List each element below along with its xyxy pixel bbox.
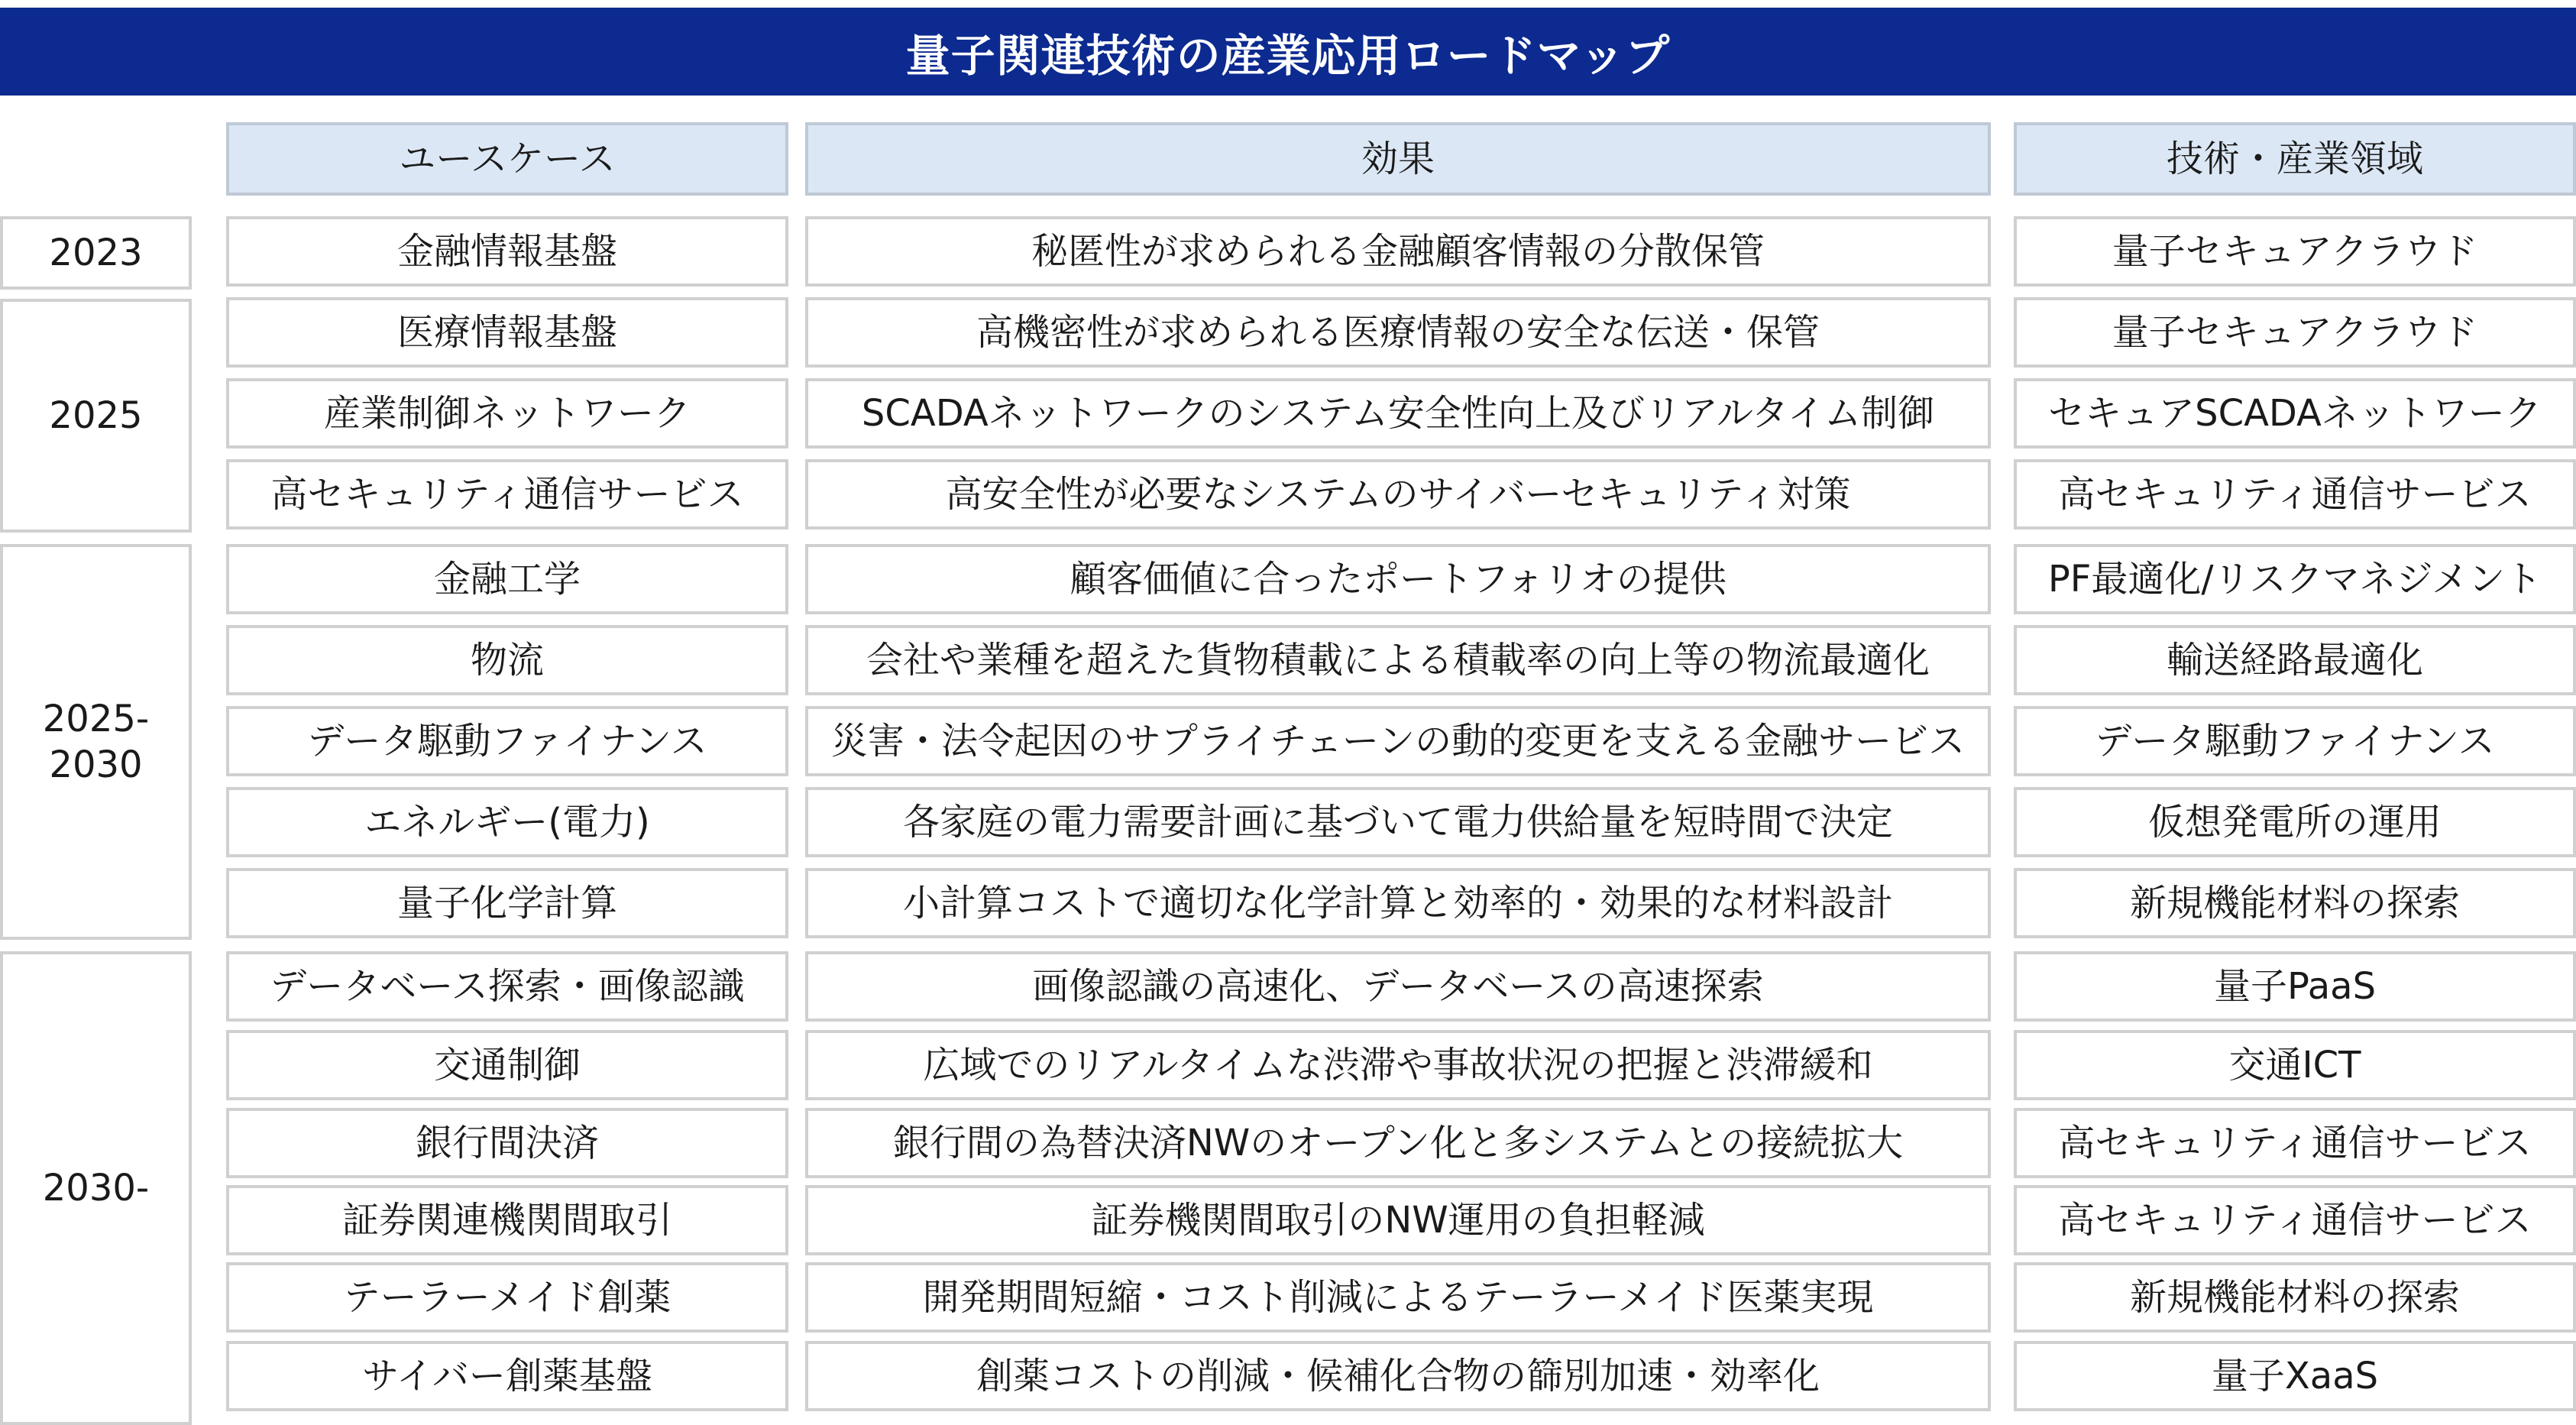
year-2030-onward: 2030- — [0, 951, 192, 1425]
year-2025: 2025 — [0, 299, 192, 533]
tech-domain-cell: 交通ICT — [2014, 1030, 2576, 1100]
effect-cell: 銀行間の為替決済NWのオープン化と多システムとの接続拡大 — [805, 1108, 1991, 1178]
tech-domain-cell: PF最適化/リスクマネジメント — [2014, 544, 2576, 614]
tech-domain-cell: 高セキュリティ通信サービス — [2014, 459, 2576, 530]
use-case-cell: 交通制御 — [226, 1030, 788, 1100]
tech-domain-cell: 新規機能材料の探索 — [2014, 1262, 2576, 1333]
effect-cell: 画像認識の高速化、データベースの高速探索 — [805, 951, 1991, 1022]
year-2023: 2023 — [0, 216, 192, 290]
tech-domain-cell: 量子セキュアクラウド — [2014, 297, 2576, 368]
use-case-cell: 銀行間決済 — [226, 1108, 788, 1178]
tech-domain-cell: 量子XaaS — [2014, 1341, 2576, 1411]
tech-domain-cell: 量子セキュアクラウド — [2014, 216, 2576, 287]
effect-cell: 災害・法令起因のサプライチェーンの動的変更を支える金融サービス — [805, 706, 1991, 776]
use-case-cell: データベース探索・画像認識 — [226, 951, 788, 1022]
use-case-cell: サイバー創薬基盤 — [226, 1341, 788, 1411]
effect-cell: 顧客価値に合ったポートフォリオの提供 — [805, 544, 1991, 614]
use-case-cell: 医療情報基盤 — [226, 297, 788, 368]
effect-cell: 証券機関間取引のNW運用の負担軽減 — [805, 1185, 1991, 1255]
use-case-cell: 産業制御ネットワーク — [226, 378, 788, 449]
use-case-cell: 証券関連機関間取引 — [226, 1185, 788, 1255]
use-case-cell: 高セキュリティ通信サービス — [226, 459, 788, 530]
effect-cell: 会社や業種を超えた貨物積載による積載率の向上等の物流最適化 — [805, 625, 1991, 695]
use-case-cell: 金融工学 — [226, 544, 788, 614]
tech-domain-cell: 高セキュリティ通信サービス — [2014, 1185, 2576, 1255]
effect-cell: 開発期間短縮・コスト削減によるテーラーメイド医薬実現 — [805, 1262, 1991, 1333]
effect-cell: 創薬コストの削減・候補化合物の篩別加速・効率化 — [805, 1341, 1991, 1411]
effect-cell: 秘匿性が求められる金融顧客情報の分散保管 — [805, 216, 1991, 287]
tech-domain-cell: データ駆動ファイナンス — [2014, 706, 2576, 776]
use-case-cell: 物流 — [226, 625, 788, 695]
header-tech-domain: 技術・産業領域 — [2014, 122, 2576, 196]
use-case-cell: エネルギー(電力) — [226, 787, 788, 857]
effect-cell: 小計算コストで適切な化学計算と効率的・効果的な材料設計 — [805, 868, 1991, 938]
tech-domain-cell: セキュアSCADAネットワーク — [2014, 378, 2576, 449]
tech-domain-cell: 高セキュリティ通信サービス — [2014, 1108, 2576, 1178]
effect-cell: 広域でのリアルタイムな渋滞や事故状況の把握と渋滞緩和 — [805, 1030, 1991, 1100]
tech-domain-cell: 新規機能材料の探索 — [2014, 868, 2576, 938]
effect-cell: SCADAネットワークのシステム安全性向上及びリアルタイム制御 — [805, 378, 1991, 449]
effect-cell: 各家庭の電力需要計画に基づいて電力供給量を短時間で決定 — [805, 787, 1991, 857]
tech-domain-cell: 輸送経路最適化 — [2014, 625, 2576, 695]
use-case-cell: 金融情報基盤 — [226, 216, 788, 287]
use-case-cell: テーラーメイド創薬 — [226, 1262, 788, 1333]
tech-domain-cell: 量子PaaS — [2014, 951, 2576, 1022]
year-2025-2030: 2025- 2030 — [0, 544, 192, 940]
tech-domain-cell: 仮想発電所の運用 — [2014, 787, 2576, 857]
use-case-cell: 量子化学計算 — [226, 868, 788, 938]
header-use-case: ユースケース — [226, 122, 788, 196]
use-case-cell: データ駆動ファイナンス — [226, 706, 788, 776]
effect-cell: 高安全性が必要なシステムのサイバーセキュリティ対策 — [805, 459, 1991, 530]
effect-cell: 高機密性が求められる医療情報の安全な伝送・保管 — [805, 297, 1991, 368]
page-title: 量子関連技術の産業応用ロードマップ — [0, 8, 2576, 96]
header-effect: 効果 — [805, 122, 1991, 196]
